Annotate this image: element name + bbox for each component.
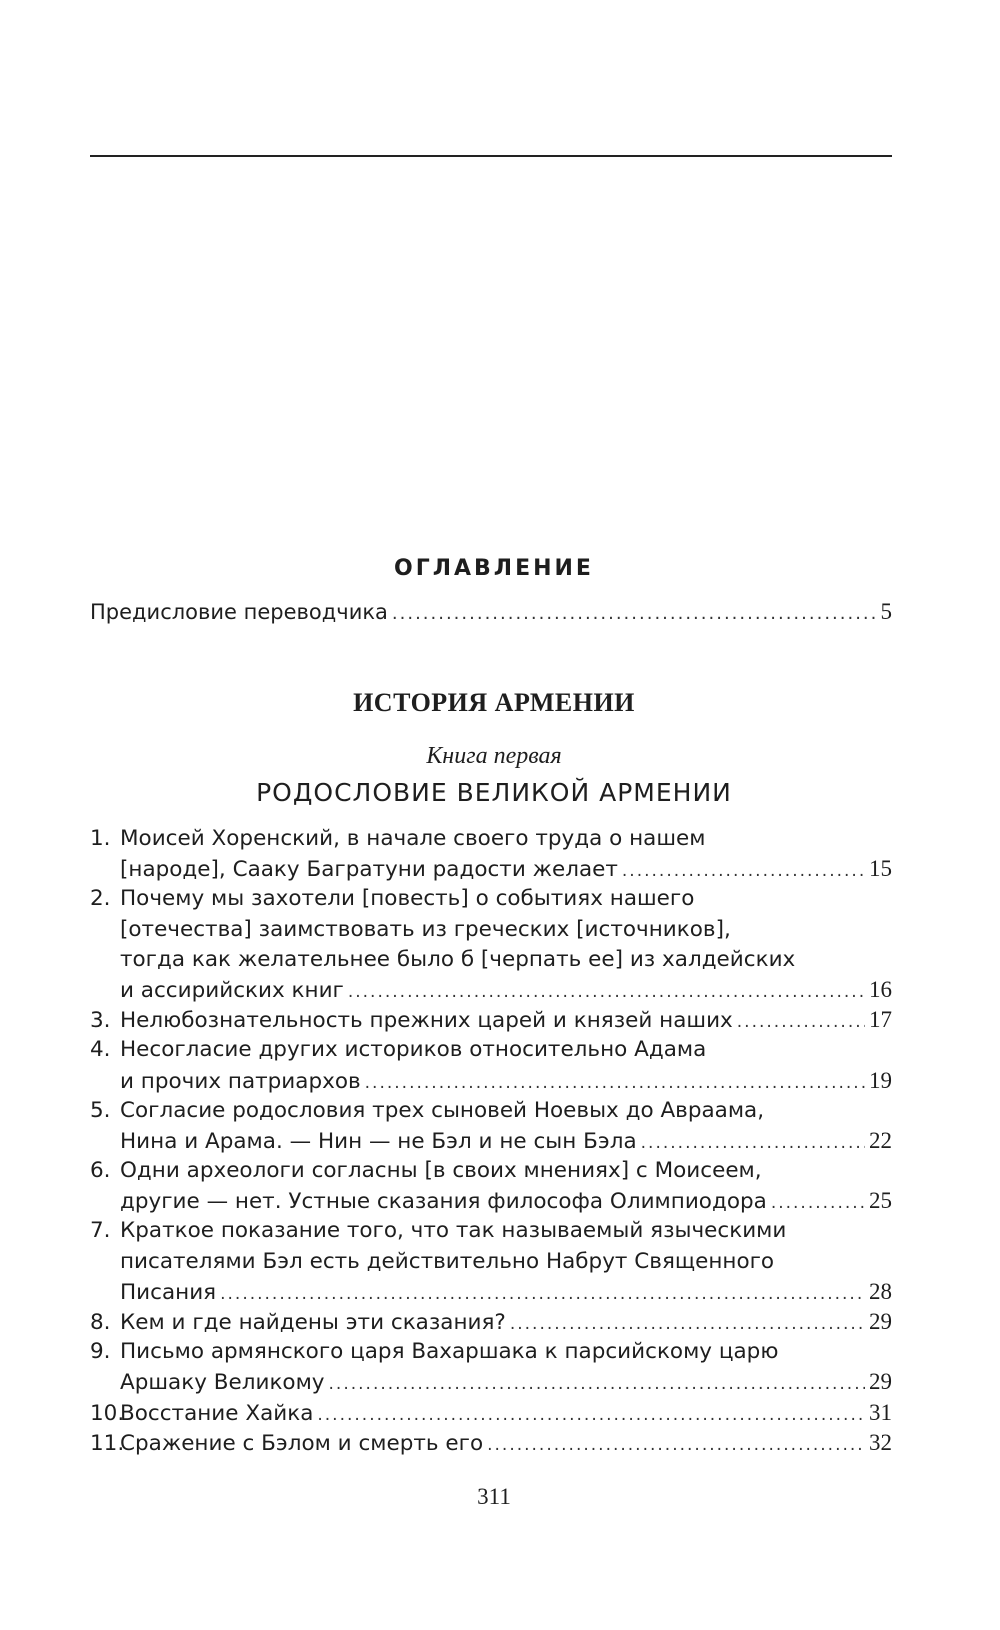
toc-entry-line bbox=[90, 1156, 892, 1186]
chapter-title-line: другие — нет. Устные сказания философа Олимпиодора bbox=[120, 1189, 767, 1215]
chapter-number: 5. bbox=[90, 1097, 111, 1123]
part-title: ИСТОРИЯ АРМЕНИИ bbox=[353, 688, 635, 717]
toc-entry-line bbox=[90, 854, 892, 884]
toc-entry-line bbox=[90, 1126, 892, 1156]
chapter-title-line: Нина и Арама. — Нин — не Бэл и не сын Бэла bbox=[120, 1128, 637, 1154]
chapter-page: 32 bbox=[869, 1429, 892, 1455]
chapter-title-line: Сражение с Бэлом и смерть его bbox=[120, 1430, 484, 1456]
chapter-page: 29 bbox=[869, 1369, 892, 1395]
chapter-page: 22 bbox=[869, 1127, 892, 1153]
leader-dots bbox=[392, 600, 877, 628]
header-rule bbox=[90, 155, 892, 157]
chapter-title-line: и прочих патриархов bbox=[120, 1068, 361, 1094]
chapter-title-line: Краткое показание того, что так называемый языческими bbox=[120, 1218, 787, 1244]
chapter-number: 8. bbox=[90, 1310, 111, 1335]
chapter-title-line: [народе], Сааку Багратуни радости желает bbox=[120, 857, 618, 883]
chapter-title-line: Одни археологи согласны [в своих мнениях] с Моисеем, bbox=[120, 1158, 762, 1184]
toc-entry-line bbox=[90, 1398, 892, 1428]
chapter-title-line: Кем и где найдены эти сказания? bbox=[120, 1310, 506, 1335]
chapter-number: 11. bbox=[90, 1430, 125, 1456]
toc-entry-line bbox=[90, 1096, 892, 1126]
toc-entry-line bbox=[90, 975, 892, 1005]
toc-entry-chapter bbox=[90, 1005, 892, 1035]
chapter-number: 10. bbox=[90, 1400, 125, 1426]
contents-heading: ОГЛАВЛЕНИЕ bbox=[394, 556, 594, 581]
chapter-list bbox=[90, 824, 892, 1458]
toc-entry-line bbox=[90, 915, 892, 945]
leader-dots bbox=[317, 1400, 865, 1430]
toc-entry-chapter bbox=[90, 1337, 892, 1397]
toc-entry-line bbox=[90, 1307, 892, 1337]
leader-dots bbox=[348, 977, 865, 1007]
toc-entry-preface bbox=[90, 598, 892, 628]
chapter-page: 19 bbox=[869, 1067, 892, 1093]
toc-entry-line bbox=[90, 945, 892, 975]
toc-entry-chapter bbox=[90, 1428, 892, 1458]
chapter-title-line: [отечества] заимствовать из греческих [источников], bbox=[120, 916, 731, 942]
toc-entry-chapter bbox=[90, 1156, 892, 1216]
leader-dots bbox=[365, 1068, 865, 1098]
book-label: Книга первая bbox=[426, 743, 562, 769]
chapter-title-line: Моисей Хоренский, в начале своего труда о нашем bbox=[120, 826, 706, 851]
chapter-number: 9. bbox=[90, 1339, 111, 1365]
chapter-number: 3. bbox=[90, 1008, 111, 1034]
toc-entry-chapter bbox=[90, 1096, 892, 1156]
toc-entry-chapter bbox=[90, 1307, 892, 1337]
leader-dots bbox=[771, 1188, 865, 1218]
leader-dots bbox=[641, 1128, 865, 1158]
chapter-page: 31 bbox=[869, 1399, 892, 1425]
toc-entry-line bbox=[90, 1186, 892, 1216]
chapter-title-line: Писания bbox=[120, 1279, 217, 1305]
page-number: 311 bbox=[477, 1484, 511, 1509]
chapter-number: 1. bbox=[90, 826, 111, 851]
toc-entry-line bbox=[90, 824, 892, 854]
book-title: РОДОСЛОВИЕ ВЕЛИКОЙ АРМЕНИИ bbox=[256, 778, 732, 807]
toc-entry-page: 5 bbox=[880, 599, 892, 624]
toc-entry-chapter bbox=[90, 1398, 892, 1428]
chapter-title-line: писателями Бэл есть действительно Набрут Священного bbox=[120, 1248, 775, 1274]
chapter-page: 17 bbox=[869, 1007, 892, 1033]
toc-entry-chapter bbox=[90, 1216, 892, 1307]
leader-dots bbox=[737, 1007, 865, 1037]
leader-dots bbox=[510, 1309, 865, 1339]
chapter-page: 29 bbox=[869, 1309, 892, 1334]
chapter-title-line: Согласие родословия трех сыновей Ноевых до Авраама, bbox=[120, 1097, 765, 1123]
toc-entry-line bbox=[90, 1277, 892, 1307]
chapter-title-line: Несогласие других историков относительно Адама bbox=[120, 1037, 707, 1063]
toc-entry-title: Предисловие переводчика bbox=[90, 600, 388, 624]
toc-entry-line bbox=[90, 1428, 892, 1458]
chapter-page: 25 bbox=[869, 1188, 892, 1214]
toc-entry-line bbox=[90, 884, 892, 914]
chapter-title-line: Почему мы захотели [повесть] о событиях нашего bbox=[120, 886, 695, 912]
chapter-title-line: Восстание Хайка bbox=[120, 1400, 314, 1426]
toc-entry-line bbox=[90, 1005, 892, 1035]
leader-dots bbox=[329, 1369, 865, 1399]
chapter-number: 4. bbox=[90, 1037, 111, 1063]
toc-entry-chapter bbox=[90, 824, 892, 884]
toc-entry-line bbox=[90, 1035, 892, 1065]
toc-entry-chapter bbox=[90, 884, 892, 1005]
chapter-title-line: Письмо армянского царя Вахаршака к парсийскому царю bbox=[120, 1339, 779, 1365]
toc-entry-chapter bbox=[90, 1035, 892, 1095]
chapter-page: 28 bbox=[869, 1278, 892, 1304]
toc-entry-line bbox=[90, 1367, 892, 1397]
chapter-number: 6. bbox=[90, 1158, 111, 1184]
toc-entry-line bbox=[90, 1066, 892, 1096]
chapter-title-line: и ассирийских книг bbox=[120, 977, 344, 1003]
toc-entry-line bbox=[90, 1216, 892, 1246]
chapter-page: 16 bbox=[869, 976, 892, 1002]
leader-dots bbox=[487, 1430, 865, 1460]
chapter-page: 15 bbox=[869, 856, 892, 882]
chapter-title-line: тогда как желательнее было б [черпать ее] из халдейских bbox=[120, 946, 796, 972]
chapter-title-line: Аршаку Великому bbox=[120, 1370, 325, 1396]
chapter-number: 7. bbox=[90, 1218, 111, 1244]
leader-dots bbox=[622, 856, 865, 886]
chapter-number: 2. bbox=[90, 886, 111, 912]
leader-dots bbox=[220, 1279, 865, 1309]
toc-entry-line bbox=[90, 1337, 892, 1367]
toc-entry-line bbox=[90, 1247, 892, 1277]
chapter-title-line: Нелюбознательность прежних царей и князей наших bbox=[120, 1008, 733, 1034]
